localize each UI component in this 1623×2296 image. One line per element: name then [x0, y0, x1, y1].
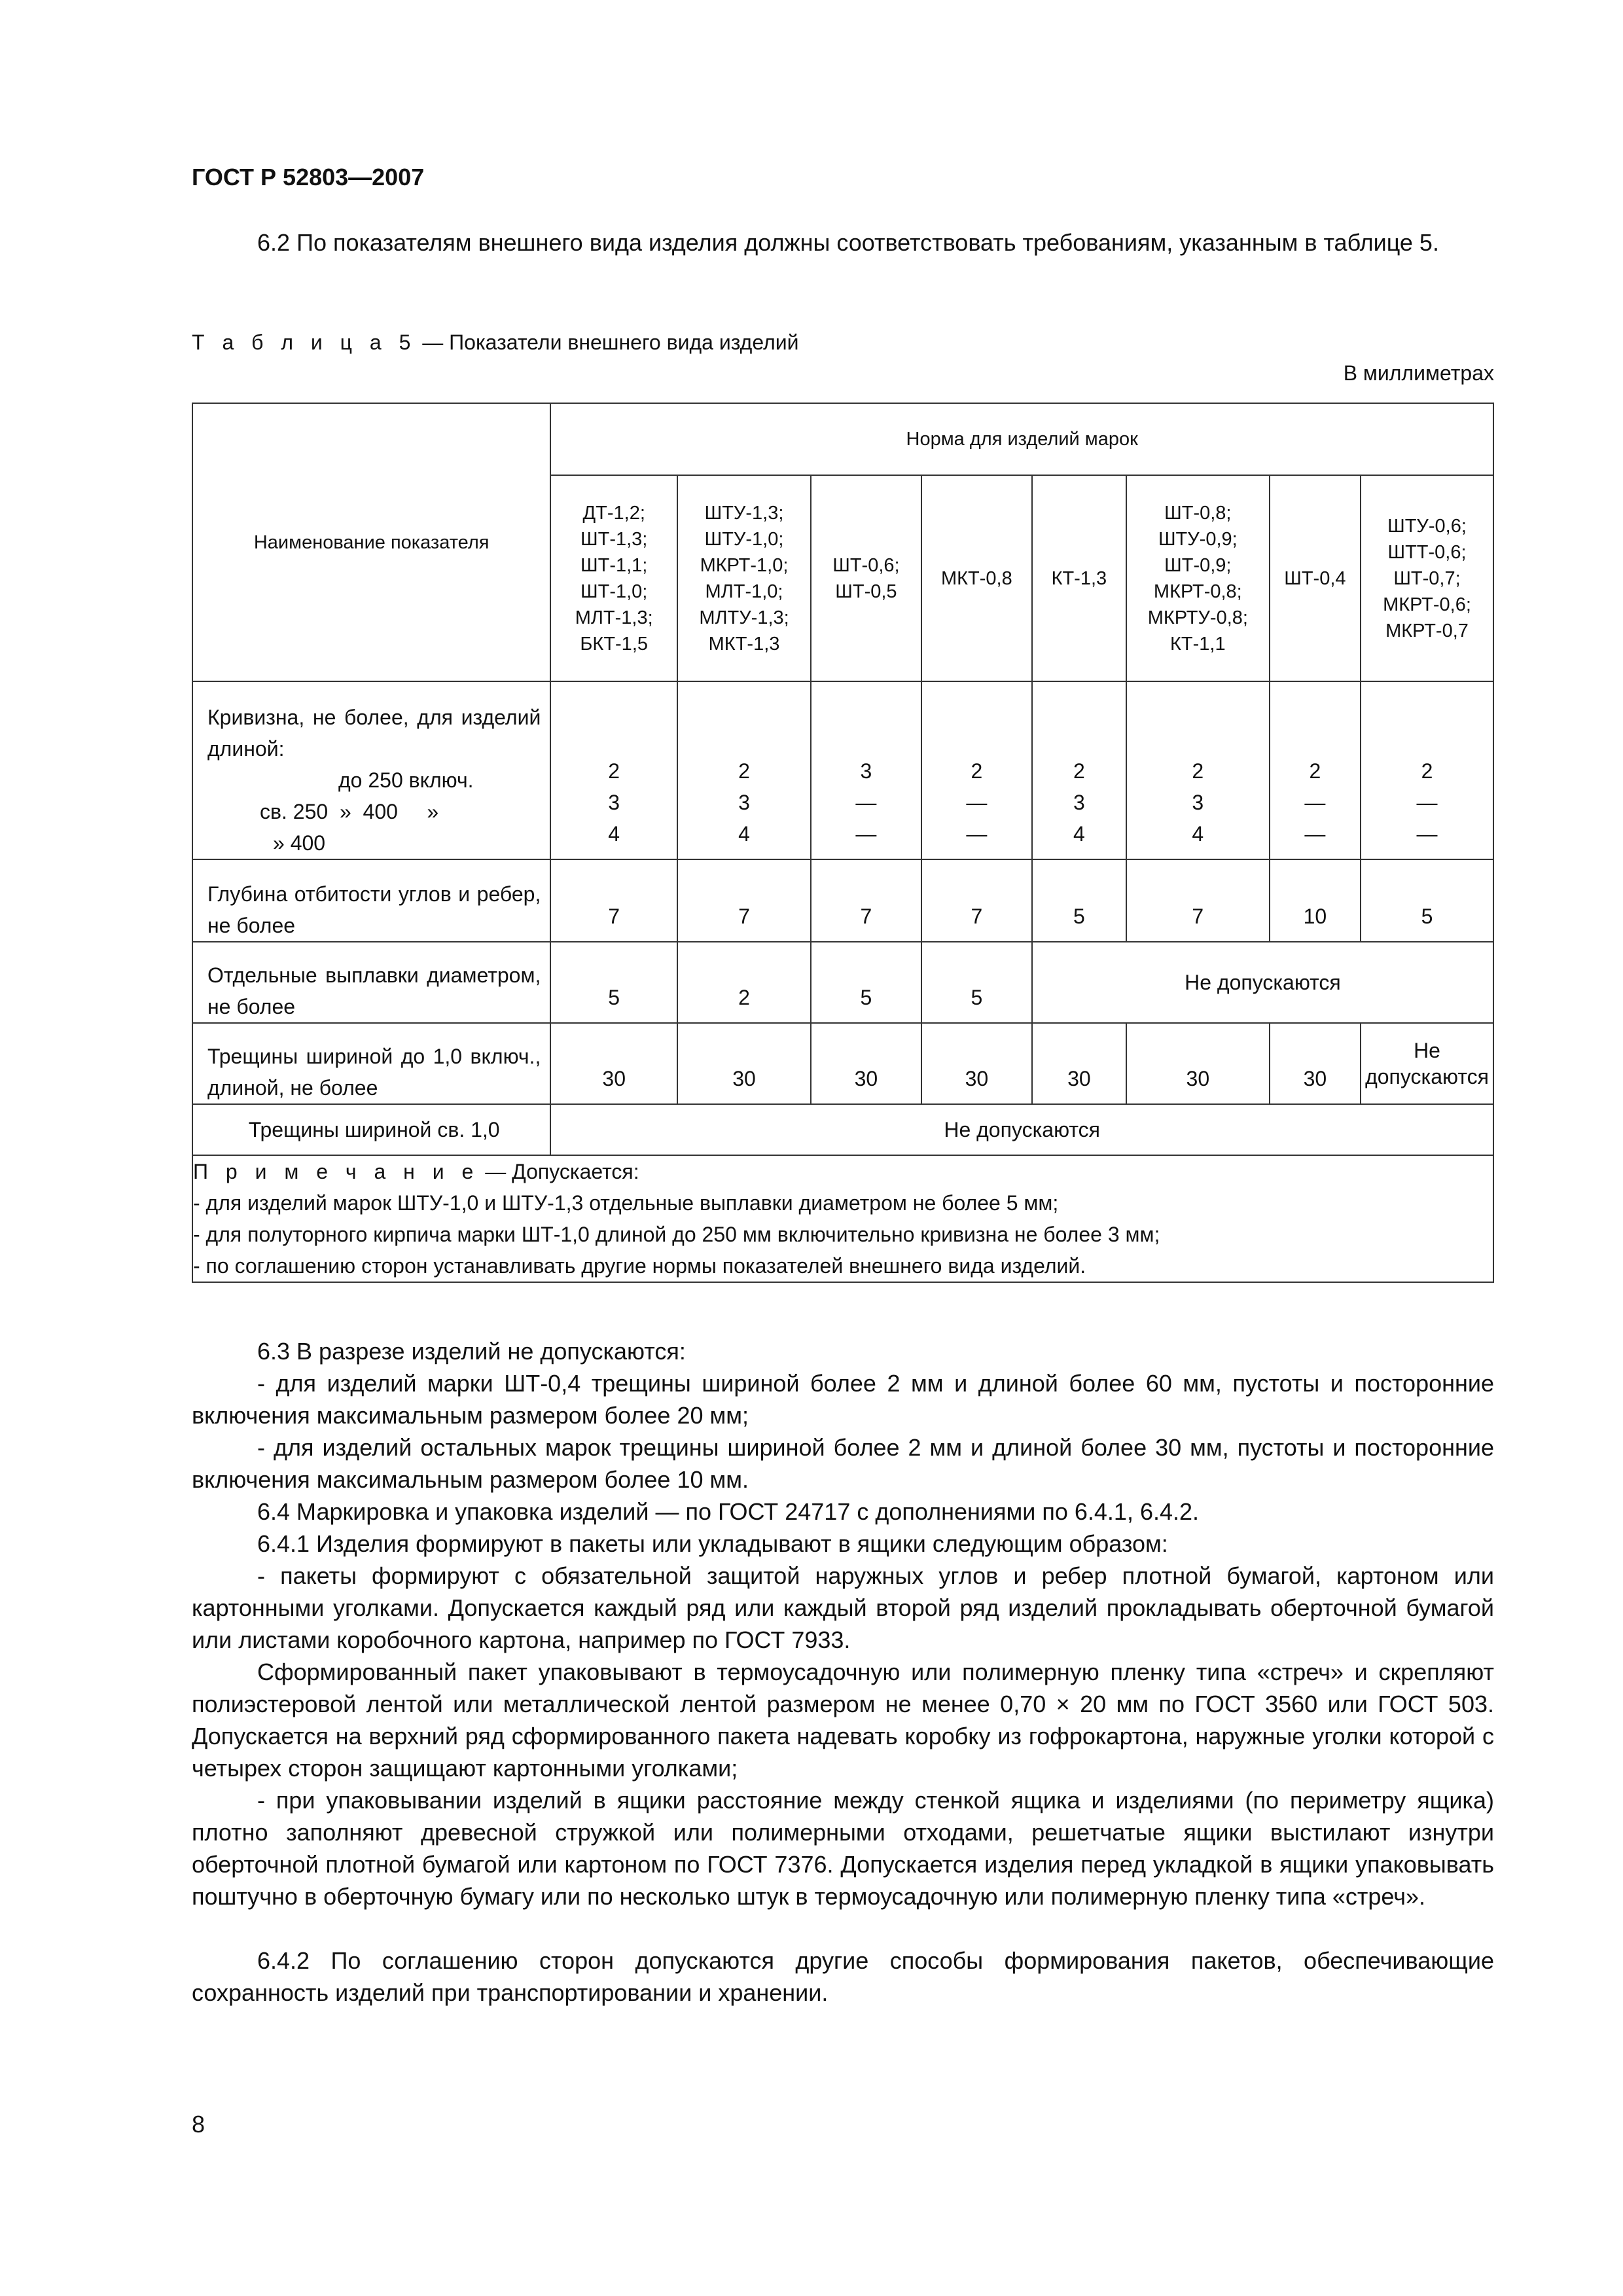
chips-value-6: 7 — [1126, 859, 1270, 942]
mark-group-5: КТ-1,3 — [1032, 475, 1126, 681]
section-6-4-1-para-2: Сформированный пакет упаковывают в термоусадочную или полимерную пленку типа «стреч» и скрепляют полиэстеровой лентой или металлической лентой размером не менее 0,70 × 20 мм по ГОСТ 3560 или ГОСТ 503. Допускается на верхний ряд сформированного пакета надевать коробку из гофрокартона, наружные уголки которой с четырех сторон защищают картонными уголками; — [192, 1659, 1494, 1782]
cracks-small-value-2: 30 — [677, 1023, 811, 1104]
standard-id: ГОСТ Р 52803—2007 — [192, 164, 425, 190]
curvature-values-2: 2 3 4 — [677, 681, 811, 859]
mark-group-2: ШТУ-1,3; ШТУ-1,0; МКРТ-1,0; МЛТ-1,0; МЛТУ-1,3; МКТ-1,3 — [677, 475, 811, 681]
cracks-large-not-allowed: Не допускаются — [550, 1104, 1493, 1155]
row-label-melts: Отдельные выплавки диаметром, не более — [192, 942, 550, 1023]
table-caption — [192, 331, 799, 355]
row-label-cracks-large: Трещины шириной св. 1,0 — [192, 1104, 550, 1155]
table-row-curvature — [192, 681, 1493, 859]
row-label-cracks-small: Трещины шириной до 1,0 включ., длиной, не более — [192, 1023, 550, 1104]
section-6-4-1-item-1: - пакеты формируют с обязательной защитой наружных углов и ребер плотной бумагой, картоном или картонными уголками. Допускается каждый ряд или каждый второй ряд изделий прокладывать оберточной бумагой или листами коробочного картона, например по ГОСТ 7933. — [192, 1562, 1494, 1653]
curvature-values-5: 2 3 4 — [1032, 681, 1126, 859]
mark-group-6: ШТ-0,8; ШТУ-0,9; ШТ-0,9; МКРТ-0,8; МКРТУ-0,8; КТ-1,1 — [1126, 475, 1270, 681]
section-6-4: 6.4 Маркировка и упаковка изделий — по ГОСТ 24717 с дополнениями по 6.4.1, 6.4.2. — [257, 1498, 1200, 1525]
cracks-small-value-5: 30 — [1032, 1023, 1126, 1104]
curvature-values-8: 2 — — — [1361, 681, 1493, 859]
table-row-note — [192, 1155, 1493, 1282]
table-row-cracks-large — [192, 1104, 1493, 1155]
table-row-melts — [192, 942, 1493, 1023]
page-number: 8 — [192, 2111, 205, 2138]
table-note — [192, 1155, 1493, 1282]
curvature-values-6: 2 3 4 — [1126, 681, 1270, 859]
table-row-chips — [192, 859, 1493, 942]
mark-group-3: ШТ-0,6; ШТ-0,5 — [811, 475, 921, 681]
section-6-2-number: 6.2 — [257, 229, 291, 256]
table-caption-text: — Показатели внешнего вида изделий — [422, 331, 799, 354]
header-indicator-name: Наименование показателя — [192, 403, 550, 681]
chips-value-5: 5 — [1032, 859, 1126, 942]
melts-not-allowed: Не допускаются — [1032, 942, 1493, 1023]
cracks-small-value-6: 30 — [1126, 1023, 1270, 1104]
cracks-small-value-7: 30 — [1270, 1023, 1361, 1104]
mark-group-8: ШТУ-0,6; ШТТ-0,6; ШТ-0,7; МКРТ-0,6; МКРТ-0,7 — [1361, 475, 1493, 681]
note-item: - для полуторного кирпича марки ШТ-1,0 длиной до 250 мм включительно кривизна не более 3 мм; — [193, 1223, 1160, 1246]
cracks-small-value-4: 30 — [921, 1023, 1032, 1104]
chips-value-3: 7 — [811, 859, 921, 942]
section-6-3-heading: 6.3 В разрезе изделий не допускаются: — [257, 1338, 686, 1365]
chips-value-2: 7 — [677, 859, 811, 942]
table-5 — [192, 403, 1494, 1283]
chips-value-7: 10 — [1270, 859, 1361, 942]
chips-value-4: 7 — [921, 859, 1032, 942]
curvature-values-4: 2 — — — [921, 681, 1032, 859]
section-6-4-1-item-2: - при упаковывании изделий в ящики расстояние между стенкой ящика и изделиями (по периметру ящика) плотно заполняют древесной стружкой или полимерными отходами, решетчатые ящики выстилают изнутри оберточной плотной бумагой или картоном по ГОСТ 7376. Допускается изделия перед укладкой в ящики упаковывать поштучно в оберточную бумагу или по несколько штук в термоусадочную или полимерную пленку типа «стреч». — [192, 1787, 1494, 1910]
cracks-small-value-1: 30 — [550, 1023, 677, 1104]
section-6-2 — [192, 226, 1494, 259]
mark-group-1: ДТ-1,2; ШТ-1,3; ШТ-1,1; ШТ-1,0; МЛТ-1,3; БКТ-1,5 — [550, 475, 677, 681]
section-6-3-item-2: - для изделий остальных марок трещины шириной более 2 мм и длиной более 30 мм, пустоты и посторонние включения максимальным размером более 10 мм. — [192, 1434, 1494, 1493]
table-row-cracks-small — [192, 1023, 1493, 1104]
note-item: - по соглашению сторон устанавливать другие нормы показателей внешнего вида изделий. — [193, 1254, 1086, 1278]
cracks-small-value-3: 30 — [811, 1023, 921, 1104]
table-caption-label: Т а б л и ц а 5 — [192, 331, 417, 354]
table-units: В миллиметрах — [1343, 361, 1494, 385]
row-label-curvature: Кривизна, не более, для изделий длиной: до 250 включ. св. 250 » 400 » » 400 — [192, 681, 550, 859]
curvature-values-1: 2 3 4 — [550, 681, 677, 859]
chips-value-1: 7 — [550, 859, 677, 942]
cracks-small-not-allowed: Не допускаются — [1361, 1023, 1493, 1104]
mark-group-4: МКТ-0,8 — [921, 475, 1032, 681]
melts-value-4: 5 — [921, 942, 1032, 1023]
chips-value-8: 5 — [1361, 859, 1493, 942]
section-6-3-item-1: - для изделий марки ШТ-0,4 трещины шириной более 2 мм и длиной более 60 мм, пустоты и посторонние включения максимальным размером более 20 мм; — [192, 1370, 1494, 1429]
note-item: - для изделий марок ШТУ-1,0 и ШТУ-1,3 отдельные выплавки диаметром не более 5 мм; — [193, 1191, 1059, 1215]
section-6-4-1-heading: 6.4.1 Изделия формируют в пакеты или укладывают в ящики следующим образом: — [257, 1530, 1168, 1557]
melts-value-3: 5 — [811, 942, 921, 1023]
section-6-4-2: 6.4.2 По соглашению сторон допускаются другие способы формирования пакетов, обеспечивающие сохранность изделий при транспортировании и хранении. — [192, 1947, 1494, 2006]
mark-group-7: ШТ-0,4 — [1270, 475, 1361, 681]
section-6-2-text: По показателям внешнего вида изделия должны соответствовать требованиям, указанным в таблице 5. — [296, 229, 1439, 256]
row-label-chips: Глубина отбитости углов и ребер, не более — [192, 859, 550, 942]
curvature-values-3: 3 — — — [811, 681, 921, 859]
melts-value-1: 5 — [550, 942, 677, 1023]
note-title: П р и м е ч а н и е — Допускается: — [193, 1160, 639, 1183]
header-norm: Норма для изделий марок — [550, 403, 1493, 475]
curvature-values-7: 2 — — — [1270, 681, 1361, 859]
melts-value-2: 2 — [677, 942, 811, 1023]
